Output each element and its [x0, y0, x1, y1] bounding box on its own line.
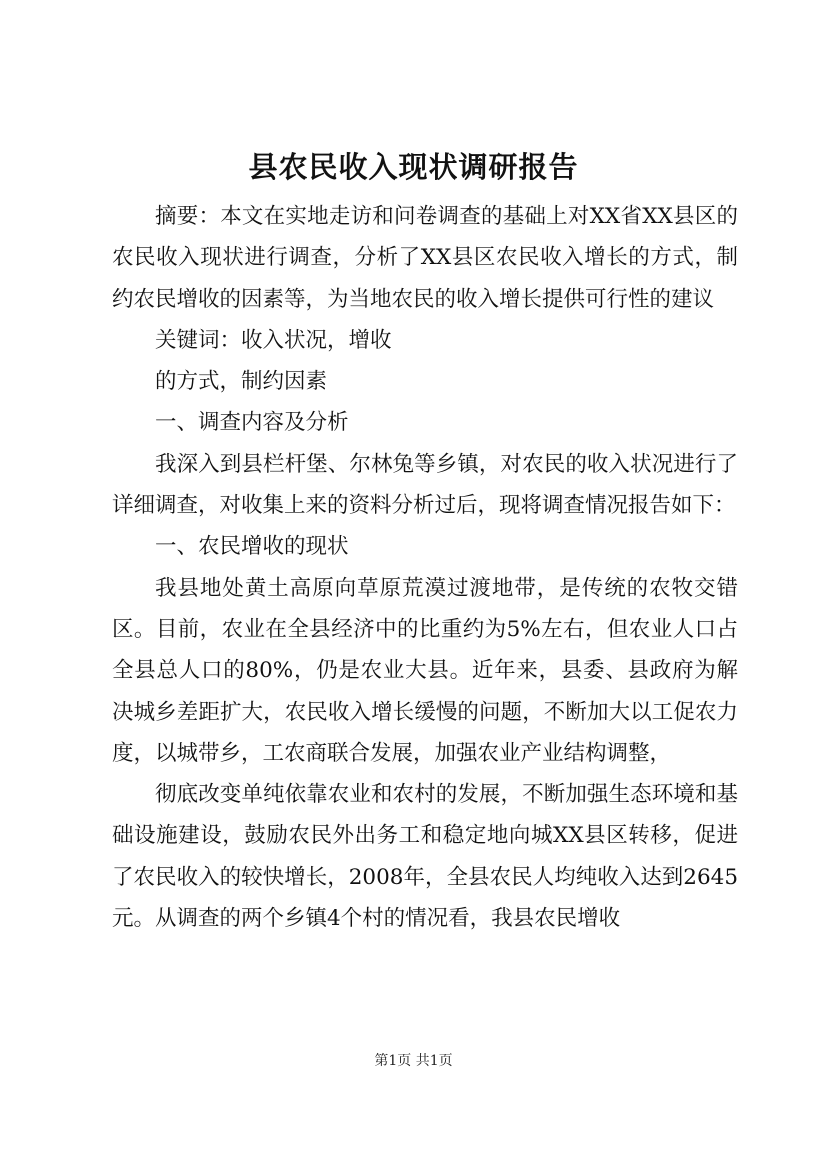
- section-heading-status: 一、农民增收的现状: [155, 534, 349, 560]
- document-body: [112, 196, 738, 939]
- section-heading-investigation: 一、调查内容及分析: [155, 410, 349, 436]
- intro-paragraph: 我深入到县栏杆堡、尔林兔等乡镇，对农民的收入状况进行了详细调查，对收集上来的资料分析过后，现将调查情况报告如下：: [112, 451, 738, 519]
- abstract-paragraph: 摘要：本文在实地走访和问卷调查的基础上对XX省XX县区的农民收入现状进行调查，分析了XX县区农民收入增长的方式，制约农民增收的因素等，为当地农民的收入增长提供可行性的建议: [112, 204, 738, 312]
- page-number: 第1页 共1页: [374, 1053, 453, 1069]
- document-title: 县农民收入现状调研报告: [248, 150, 579, 184]
- keywords-paragraph: 关键词：收入状况，增收: [155, 327, 392, 353]
- status-paragraph-2: 彻底改变单纯依靠农业和农村的发展，不断加强生态环境和基础设施建设，鼓励农民外出务工和稳定地向城XX县区转移，促进了农民收入的较快增长，2008年，全县农民人均纯收入达到2645元。从调查的两个乡镇4个村的情况看，我县农民增收: [112, 782, 738, 932]
- keywords-continuation: 的方式，制约因素: [155, 369, 328, 395]
- status-paragraph-1: 我县地处黄土高原向草原荒漠过渡地带，是传统的农牧交错区。目前，农业在全县经济中的比重约为5%左右，但农业人口占全县总人口的80%，仍是农业大县。近年来，县委、县政府为解决城乡差距扩大，农民收入增长缓慢的问题，不断加大以工促农力度，以城带乡，工农商联合发展，加强农业产业结构调整，: [112, 575, 738, 766]
